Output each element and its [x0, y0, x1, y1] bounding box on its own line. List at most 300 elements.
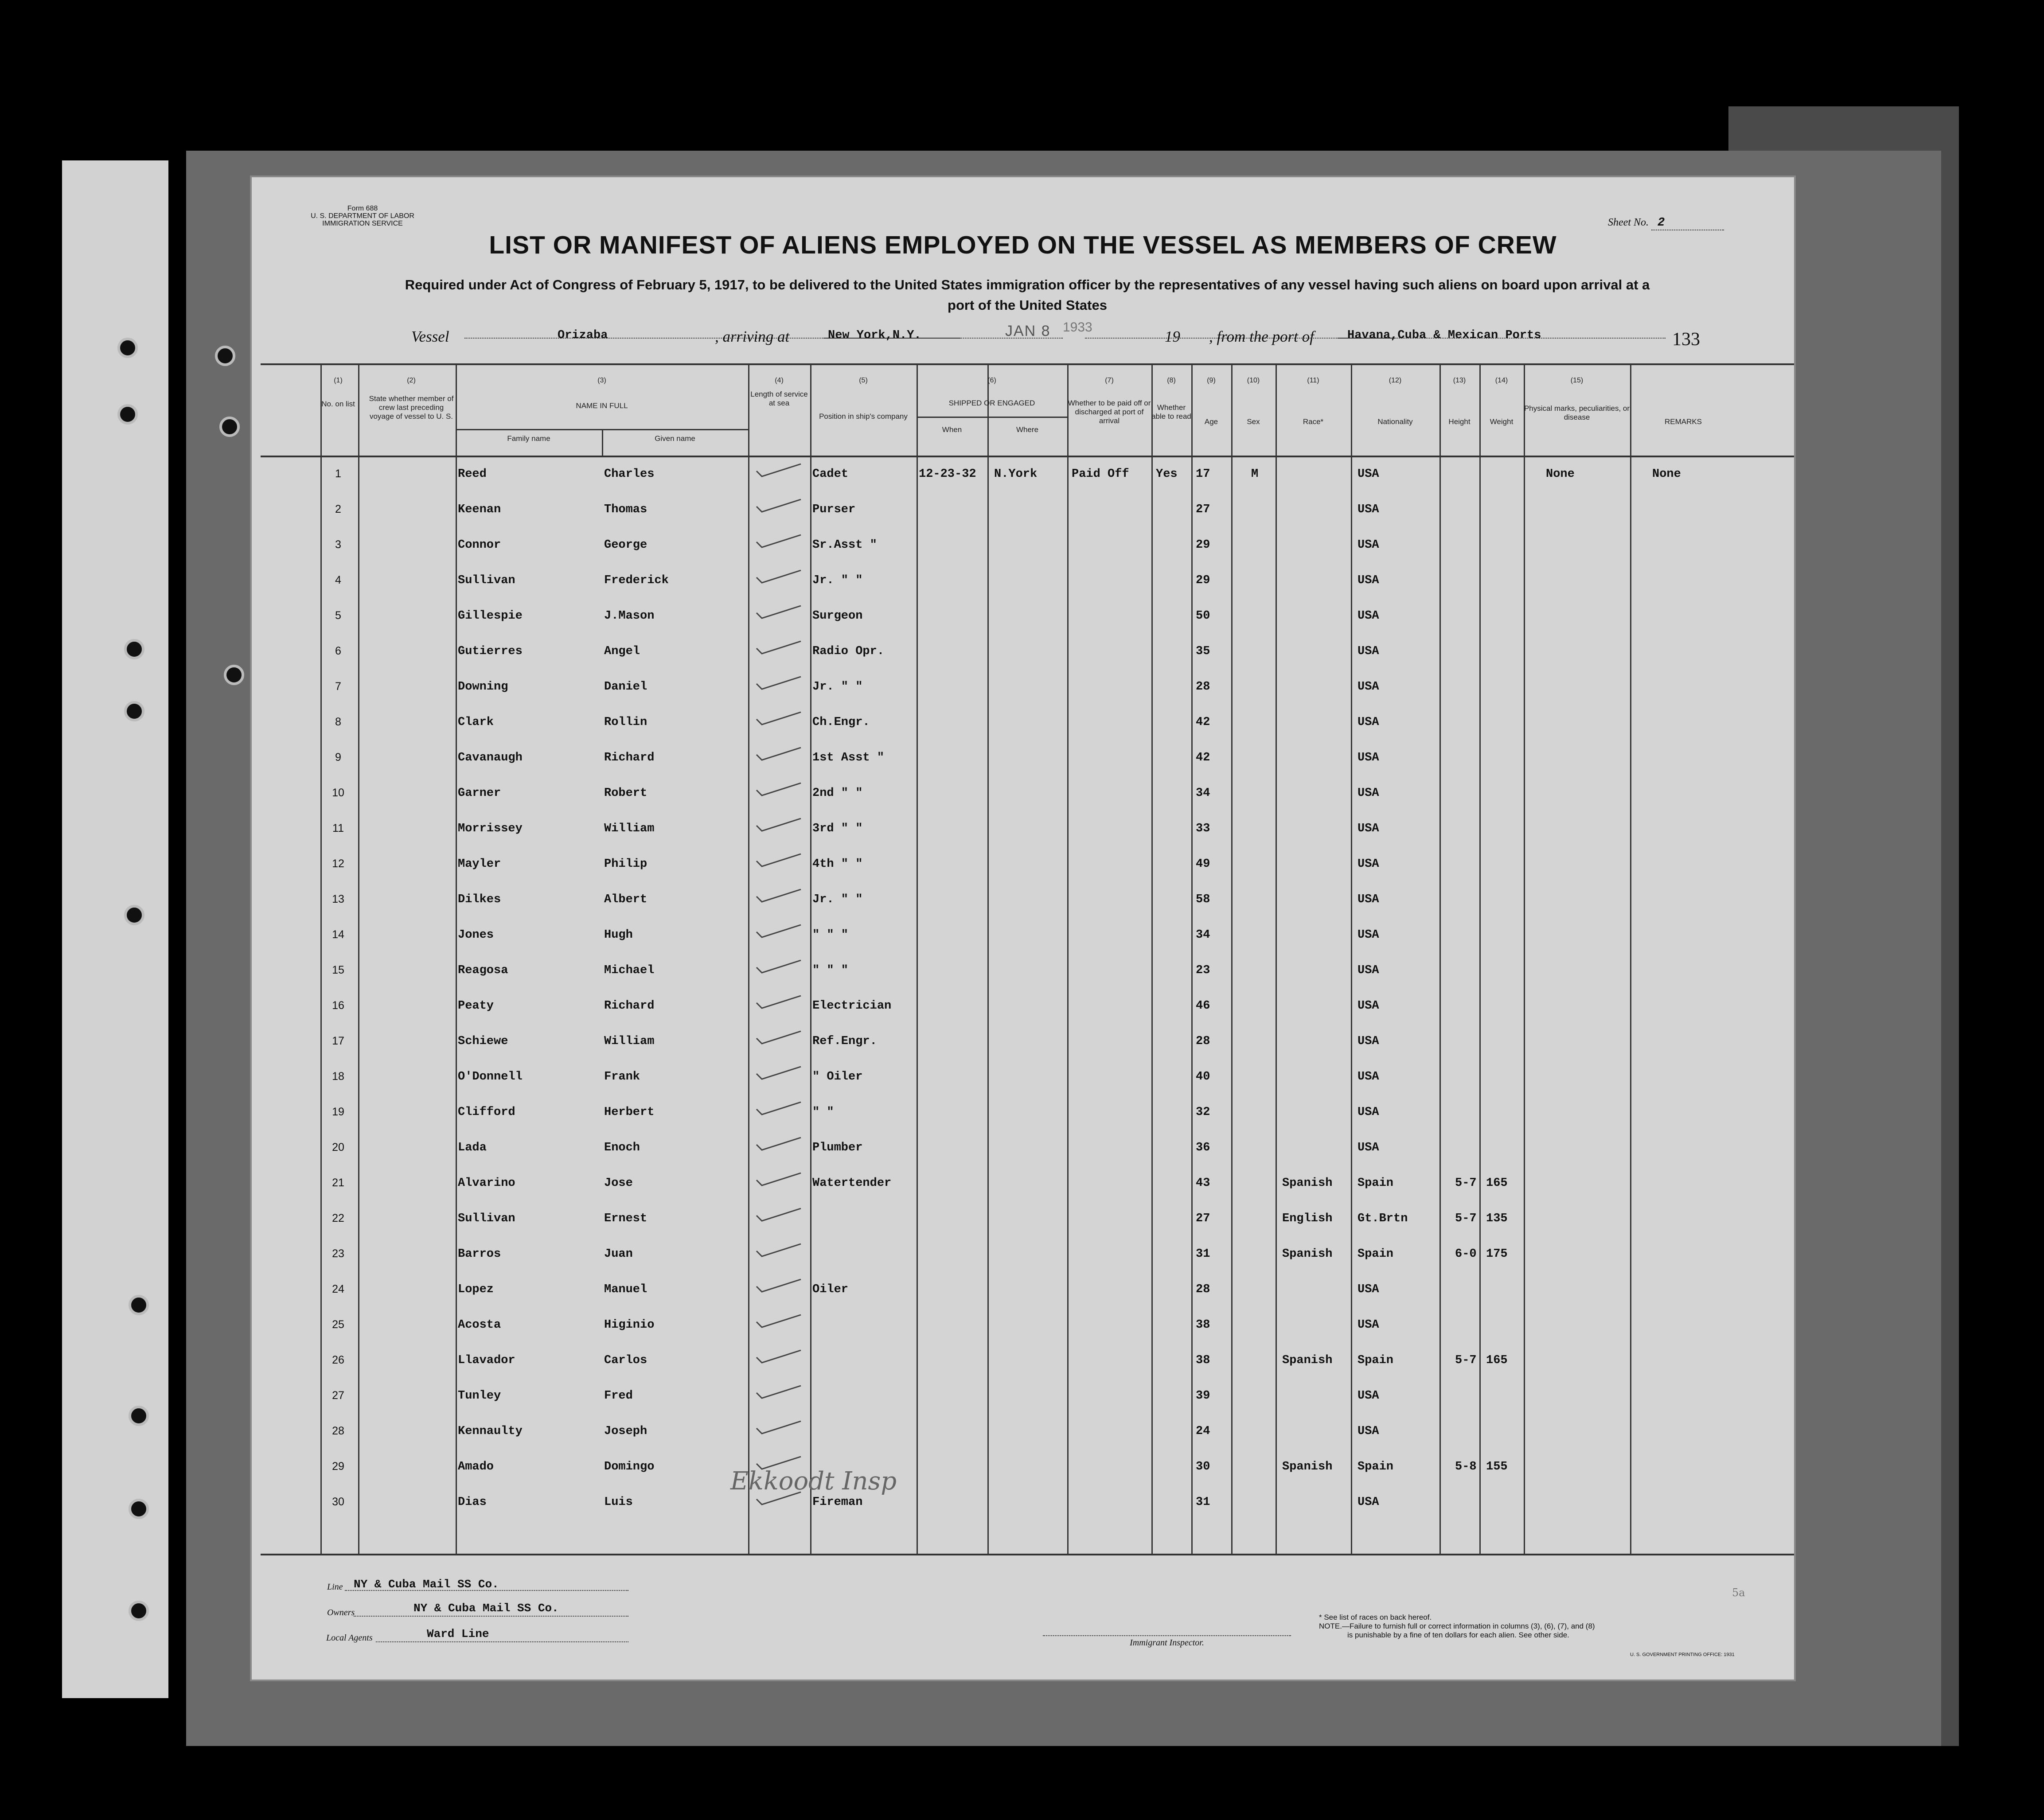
owners-underline	[354, 1616, 628, 1617]
cell-nat: USA	[1357, 857, 1379, 871]
header-given-name: Given name	[655, 434, 695, 443]
header-sex: Sex	[1247, 417, 1260, 426]
punch-hole	[124, 701, 144, 721]
table-rule	[261, 363, 1794, 365]
cell-nat: USA	[1357, 1283, 1379, 1296]
cell-no: 6	[335, 645, 341, 657]
check-mark-icon	[755, 1312, 804, 1330]
column-rule	[1191, 363, 1193, 1555]
punch-hole	[219, 417, 240, 437]
cell-age: 27	[1196, 503, 1210, 516]
check-mark-icon	[755, 709, 804, 727]
check-mark-icon	[755, 1170, 804, 1188]
column-rule	[1231, 363, 1233, 1555]
check-mark-icon	[755, 1419, 804, 1436]
cell-no: 8	[335, 716, 341, 728]
page-title: LIST OR MANIFEST OF ALIENS EMPLOYED ON THE VESSEL AS MEMBERS OF CREW	[489, 231, 1557, 259]
cell-nat: USA	[1357, 1141, 1379, 1154]
departure-port: Havana,Cuba & Mexican Ports	[1347, 329, 1541, 342]
year-stamp: 1933	[1063, 320, 1092, 335]
owners-label: Owners	[327, 1608, 355, 1617]
cell-family: Sullivan	[458, 1212, 515, 1225]
cell-given: Higinio	[604, 1318, 655, 1332]
cell-when: 12-23-32	[919, 468, 976, 481]
cell-age: 58	[1196, 893, 1210, 906]
cell-family: Barros	[458, 1247, 501, 1261]
cell-age: 34	[1196, 928, 1210, 942]
cell-family: Clark	[458, 716, 494, 729]
cell-nat: USA	[1357, 1318, 1379, 1332]
check-mark-icon	[755, 1241, 804, 1259]
cell-no: 10	[332, 787, 344, 799]
col-num: (5)	[859, 377, 868, 384]
cell-age: 29	[1196, 574, 1210, 587]
cell-family: Schiewe	[458, 1035, 508, 1048]
cell-position: " "	[812, 1106, 834, 1119]
cell-age: 42	[1196, 716, 1210, 729]
service-name: IMMIGRATION SERVICE	[322, 220, 403, 227]
cell-nat: Spain	[1357, 1177, 1394, 1190]
column-rule	[987, 363, 989, 1555]
check-mark-icon	[755, 1135, 804, 1153]
cell-given: William	[604, 1035, 655, 1048]
cell-age: 29	[1196, 538, 1210, 552]
cell-position: 3rd " "	[812, 822, 863, 835]
cell-height: 5-7	[1455, 1177, 1477, 1190]
cell-nat: USA	[1357, 999, 1379, 1013]
page-number: 133	[1672, 329, 1700, 350]
arriving-label: , arriving at	[715, 328, 790, 345]
cell-no: 5	[335, 609, 341, 622]
header-where: Where	[1016, 425, 1039, 434]
manifest-sheet	[252, 177, 1794, 1680]
cell-position: Oiler	[812, 1283, 849, 1296]
check-mark-icon	[755, 816, 804, 834]
punch-hole	[129, 1406, 149, 1426]
form-subtitle	[283, 275, 1772, 316]
cell-race: Spanish	[1282, 1460, 1333, 1473]
cell-height: 5-7	[1455, 1354, 1477, 1367]
cell-remarks: None	[1652, 468, 1681, 481]
header-length-service: Length of service at sea	[750, 390, 808, 407]
cell-nat: USA	[1357, 468, 1379, 481]
cell-race: English	[1282, 1212, 1333, 1225]
header-when: When	[942, 425, 962, 434]
cell-nat: Gt.Brtn	[1357, 1212, 1408, 1225]
cell-nat: USA	[1357, 716, 1379, 729]
cell-nat: USA	[1357, 1106, 1379, 1119]
cell-no: 14	[332, 928, 344, 941]
cell-no: 1	[335, 468, 341, 480]
column-rule	[1630, 363, 1631, 1555]
cell-age: 31	[1196, 1247, 1210, 1261]
cell-position: Jr. " "	[812, 680, 863, 694]
cell-age: 28	[1196, 1283, 1210, 1296]
cell-age: 38	[1196, 1318, 1210, 1332]
check-mark-icon	[755, 1383, 804, 1401]
cell-given: William	[604, 822, 655, 835]
arrival-port: New York,N.Y.	[828, 329, 921, 342]
check-mark-icon	[755, 603, 804, 621]
col-num: (8)	[1167, 377, 1176, 384]
cell-given: Manuel	[604, 1283, 648, 1296]
cell-sex: M	[1251, 468, 1259, 481]
header-age: Age	[1204, 417, 1218, 426]
punch-hole	[129, 1295, 149, 1315]
form-department-block	[309, 205, 416, 227]
cell-given: Joseph	[604, 1425, 648, 1438]
cell-nat: USA	[1357, 503, 1379, 516]
cell-height: 6-0	[1455, 1247, 1477, 1261]
year-prefix: 19	[1165, 328, 1180, 345]
cell-position: 2nd " "	[812, 787, 863, 800]
header-nationality: Nationality	[1377, 417, 1413, 426]
cell-no: 27	[332, 1389, 344, 1402]
check-mark-icon	[755, 639, 804, 656]
cell-no: 30	[332, 1496, 344, 1508]
header-able-read: Whether able to read	[1151, 403, 1191, 421]
check-mark-icon	[755, 1099, 804, 1117]
agents-underline	[376, 1641, 628, 1642]
table-rule	[261, 456, 1794, 457]
cell-given: Ernest	[604, 1212, 648, 1225]
cell-no: 16	[332, 999, 344, 1012]
cell-family: Connor	[458, 538, 501, 552]
cell-position: Cadet	[812, 468, 849, 481]
from-port-label: , from the port of	[1209, 328, 1314, 345]
cell-no: 24	[332, 1283, 344, 1295]
col-num: (9)	[1207, 377, 1216, 384]
cell-age: 32	[1196, 1106, 1210, 1119]
cell-age: 23	[1196, 964, 1210, 977]
cell-position: " " "	[812, 928, 849, 942]
check-mark-icon	[755, 745, 804, 763]
punch-hole	[224, 665, 244, 685]
cell-no: 9	[335, 751, 341, 764]
vessel-name: Orizaba	[558, 329, 608, 342]
cell-family: Sullivan	[458, 574, 515, 587]
cell-family: Gillespie	[458, 609, 523, 623]
cell-position: Surgeon	[812, 609, 863, 623]
column-rule	[1351, 363, 1352, 1555]
cell-family: O'Donnell	[458, 1070, 523, 1083]
cell-no: 28	[332, 1425, 344, 1437]
check-mark-icon	[755, 461, 804, 479]
cell-family: Amado	[458, 1460, 494, 1473]
cell-given: Herbert	[604, 1106, 655, 1119]
sheet-value: 2	[1651, 216, 1724, 230]
header-height: Height	[1448, 417, 1471, 426]
cell-nat: USA	[1357, 1425, 1379, 1438]
cell-position: Radio Opr.	[812, 645, 885, 658]
corner-mark: 5a	[1732, 1586, 1745, 1599]
cell-given: Albert	[604, 893, 648, 906]
cell-age: 42	[1196, 751, 1210, 764]
cell-race: Spanish	[1282, 1177, 1333, 1190]
cell-weight: 135	[1486, 1212, 1508, 1225]
cell-family: Mayler	[458, 857, 501, 871]
cell-age: 46	[1196, 999, 1210, 1013]
cell-family: Lada	[458, 1141, 487, 1154]
cell-given: Juan	[604, 1247, 633, 1261]
cell-nat: USA	[1357, 822, 1379, 835]
cell-given: Hugh	[604, 928, 633, 942]
check-mark-icon	[755, 1029, 804, 1046]
check-mark-icon	[755, 1064, 804, 1082]
cell-height: 5-7	[1455, 1212, 1477, 1225]
column-rule	[1439, 363, 1441, 1555]
cell-family: Llavador	[458, 1354, 515, 1367]
cell-family: Kennaulty	[458, 1425, 523, 1438]
cell-age: 49	[1196, 857, 1210, 871]
department-name: U. S. DEPARTMENT OF LABOR	[311, 212, 414, 220]
cell-nat: USA	[1357, 538, 1379, 552]
cell-nat: USA	[1357, 680, 1379, 694]
cell-no: 21	[332, 1177, 344, 1189]
check-mark-icon	[755, 497, 804, 514]
col-num: (2)	[407, 377, 416, 384]
cell-age: 28	[1196, 1035, 1210, 1048]
cell-given: J.Mason	[604, 609, 655, 623]
check-mark-icon	[755, 1206, 804, 1224]
subtitle-line: port of the United States	[948, 297, 1107, 313]
col-num: (13)	[1453, 377, 1466, 384]
col-num: (11)	[1307, 377, 1319, 384]
cell-given: Frederick	[604, 574, 669, 587]
cell-age: 35	[1196, 645, 1210, 658]
cell-age: 33	[1196, 822, 1210, 835]
cell-nat: USA	[1357, 928, 1379, 942]
col-num: (15)	[1570, 377, 1584, 384]
cell-family: Morrissey	[458, 822, 523, 835]
cell-no: 17	[332, 1035, 344, 1047]
check-mark-icon	[755, 958, 804, 975]
cell-family: Acosta	[458, 1318, 501, 1332]
cell-weight: 155	[1486, 1460, 1508, 1473]
header-remarks: REMARKS	[1664, 417, 1702, 426]
check-mark-icon	[755, 1348, 804, 1365]
cell-no: 19	[332, 1106, 344, 1118]
col-num: (6)	[987, 377, 996, 384]
cell-age: 30	[1196, 1460, 1210, 1473]
cell-no: 11	[332, 822, 344, 834]
punch-hole	[215, 346, 235, 366]
column-rule	[1276, 363, 1277, 1555]
cell-physical: None	[1546, 468, 1575, 481]
column-rule	[358, 363, 359, 1555]
header-name-in-full: NAME IN FULL	[576, 401, 628, 410]
cell-age: 38	[1196, 1354, 1210, 1367]
cell-family: Garner	[458, 787, 501, 800]
cell-family: Dias	[458, 1496, 487, 1509]
cell-nat: USA	[1357, 964, 1379, 977]
header-no-on-list: No. on list	[321, 400, 355, 408]
header-weight: Weight	[1490, 417, 1513, 426]
cell-no: 25	[332, 1318, 344, 1331]
inspector-signature-line	[1043, 1635, 1291, 1636]
cell-family: Tunley	[458, 1389, 501, 1403]
column-rule	[1151, 363, 1153, 1555]
cell-nat: USA	[1357, 893, 1379, 906]
owners-value: NY & Cuba Mail SS Co.	[413, 1602, 559, 1615]
col-num: (7)	[1105, 377, 1114, 384]
cell-nat: USA	[1357, 1496, 1379, 1509]
punch-hole	[124, 639, 144, 659]
cell-family: Keenan	[458, 503, 501, 516]
vessel-label: Vessel	[411, 328, 449, 345]
cell-given: Frank	[604, 1070, 640, 1083]
crew-table	[261, 363, 1794, 1564]
cell-nat: USA	[1357, 609, 1379, 623]
punch-hole	[129, 1601, 149, 1621]
cell-position: Plumber	[812, 1141, 863, 1154]
cell-position: 4th " "	[812, 857, 863, 871]
punch-hole	[124, 905, 144, 925]
col-num: (4)	[775, 377, 784, 384]
cell-family: Reagosa	[458, 964, 508, 977]
subtitle-line: Required under Act of Congress of February 5, 1917, to be delivered to the United States immigration officer by the representatives of any vessel having such aliens on board upon arrival at a	[405, 277, 1650, 292]
header-rule	[917, 417, 1067, 418]
cell-age: 50	[1196, 609, 1210, 623]
cell-height: 5-8	[1455, 1460, 1477, 1473]
cell-nat: Spain	[1357, 1247, 1394, 1261]
form-number: Form 688	[347, 205, 378, 212]
header-paid-off: Whether to be paid off or discharged at port of arrival	[1068, 399, 1151, 425]
cell-position: Ch.Engr.	[812, 716, 870, 729]
cell-given: Thomas	[604, 503, 648, 516]
cell-nat: USA	[1357, 787, 1379, 800]
printer-mark: U. S. GOVERNMENT PRINTING OFFICE: 1931	[1630, 1652, 1735, 1657]
cell-age: 28	[1196, 680, 1210, 694]
cell-no: 2	[335, 503, 341, 515]
cell-nat: USA	[1357, 1035, 1379, 1048]
cell-age: 39	[1196, 1389, 1210, 1403]
header-position: Position in ship's company	[819, 412, 908, 421]
col-num: (3)	[597, 377, 606, 384]
cell-no: 13	[332, 893, 344, 905]
cell-age: 27	[1196, 1212, 1210, 1225]
cell-no: 22	[332, 1212, 344, 1224]
cell-no: 15	[332, 964, 344, 976]
cell-age: 36	[1196, 1141, 1210, 1154]
cell-family: Clifford	[458, 1106, 515, 1119]
header-physical: Physical marks, peculiarities, or disease	[1524, 404, 1630, 421]
line-label: Line	[327, 1582, 343, 1592]
check-mark-icon	[755, 922, 804, 940]
cell-no: 12	[332, 857, 344, 870]
inspector-signature: Ekkoodt Insp	[730, 1467, 897, 1496]
left-binding-strip	[62, 160, 168, 1698]
header-shipped: SHIPPED OR ENGAGED	[948, 399, 1035, 407]
punch-hole	[129, 1499, 149, 1519]
check-mark-icon	[755, 780, 804, 798]
col-num: (10)	[1247, 377, 1260, 384]
punch-hole	[117, 338, 138, 358]
check-mark-icon	[755, 1277, 804, 1294]
cell-family: Jones	[458, 928, 494, 942]
note-line: NOTE.—Failure to furnish full or correct information in columns (3), (6), (7), and (8)	[1319, 1622, 1595, 1630]
cell-position: " " "	[812, 964, 849, 977]
cell-family: Lopez	[458, 1283, 494, 1296]
cell-weight: 165	[1486, 1354, 1508, 1367]
cell-given: Angel	[604, 645, 640, 658]
cell-age: 40	[1196, 1070, 1210, 1083]
cell-given: Jose	[604, 1177, 633, 1190]
cell-position: Electrician	[812, 999, 892, 1013]
cell-given: Richard	[604, 751, 655, 764]
column-rule	[748, 363, 749, 1555]
footer-notes	[1319, 1613, 1727, 1640]
cell-race: Spanish	[1282, 1354, 1333, 1367]
cell-nat: USA	[1357, 645, 1379, 658]
note-line: is punishable by a fine of ten dollars for each alien. See other side.	[1347, 1631, 1569, 1639]
col-num: (1)	[334, 377, 343, 384]
column-rule	[1479, 363, 1481, 1555]
cell-position: Fireman	[812, 1496, 863, 1509]
cell-given: Charles	[604, 468, 655, 481]
cell-given: Domingo	[604, 1460, 655, 1473]
column-rule	[1067, 363, 1069, 1555]
cell-given: Philip	[604, 857, 648, 871]
cell-family: Alvarino	[458, 1177, 515, 1190]
column-rule	[1524, 363, 1525, 1555]
cell-given: Rollin	[604, 716, 648, 729]
cell-age: 17	[1196, 468, 1210, 481]
cell-position: Jr. " "	[812, 893, 863, 906]
header-race: Race*	[1303, 417, 1324, 426]
cell-nat: USA	[1357, 574, 1379, 587]
cell-weight: 165	[1486, 1177, 1508, 1190]
cell-family: Peaty	[458, 999, 494, 1013]
inspector-label: Immigrant Inspector.	[1130, 1638, 1204, 1648]
cell-nat: USA	[1357, 1070, 1379, 1083]
cell-position: " Oiler	[812, 1070, 863, 1083]
sheet-label: Sheet No.	[1608, 217, 1649, 228]
cell-nat: USA	[1357, 751, 1379, 764]
check-mark-icon	[755, 532, 804, 550]
cell-given: Daniel	[604, 680, 648, 694]
cell-no: 23	[332, 1247, 344, 1260]
col-num: (14)	[1495, 377, 1508, 384]
cell-no: 18	[332, 1070, 344, 1083]
cell-given: George	[604, 538, 648, 552]
cell-age: 31	[1196, 1496, 1210, 1509]
cell-paid: Paid Off	[1072, 468, 1129, 481]
cell-position: Ref.Engr.	[812, 1035, 877, 1048]
cell-family: Downing	[458, 680, 508, 694]
cell-family: Dilkes	[458, 893, 501, 906]
note-races: * See list of races on back hereof.	[1319, 1613, 1432, 1621]
check-mark-icon	[755, 993, 804, 1011]
cell-given: Carlos	[604, 1354, 648, 1367]
cell-family: Reed	[458, 468, 487, 481]
cell-no: 29	[332, 1460, 344, 1473]
header-family-name: Family name	[507, 434, 550, 443]
check-mark-icon	[755, 674, 804, 692]
cell-given: Luis	[604, 1496, 633, 1509]
cell-given: Robert	[604, 787, 648, 800]
cell-given: Fred	[604, 1389, 633, 1403]
check-mark-icon	[755, 887, 804, 904]
cell-position: Watertender	[812, 1177, 892, 1190]
cell-no: 4	[335, 574, 341, 586]
cell-position: Purser	[812, 503, 856, 516]
cell-no: 26	[332, 1354, 344, 1366]
sheet-number	[1608, 216, 1724, 230]
cell-given: Enoch	[604, 1141, 640, 1154]
table-rule	[261, 1554, 1794, 1555]
agents-value: Ward Line	[427, 1627, 489, 1641]
